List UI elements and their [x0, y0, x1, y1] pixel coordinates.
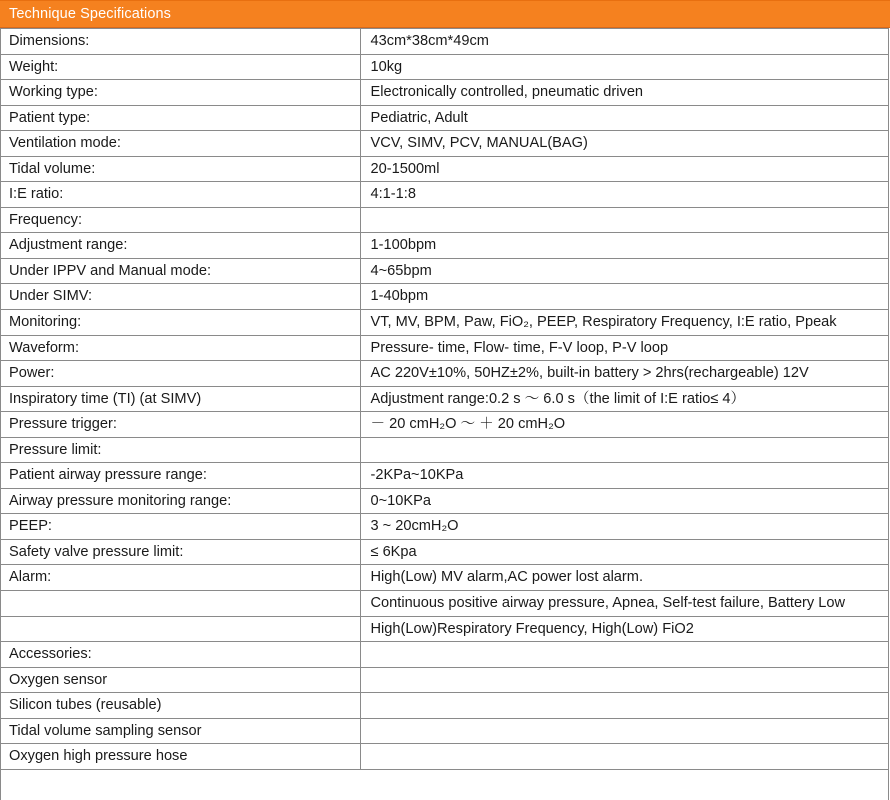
table-right-border — [888, 28, 889, 800]
spec-label — [0, 616, 360, 642]
table-row — [0, 156, 888, 182]
spec-label: Patient airway pressure range: — [0, 463, 360, 489]
spec-value — [360, 744, 888, 770]
table-row — [0, 693, 888, 719]
spec-value: 10kg — [360, 54, 888, 80]
spec-label: Weight: — [0, 54, 360, 80]
table-row — [0, 258, 888, 284]
spec-label: Frequency: — [0, 207, 360, 233]
table-row — [0, 182, 888, 208]
spec-value: Pediatric, Adult — [360, 105, 888, 131]
spec-value: 20-1500ml — [360, 156, 888, 182]
spec-value: 1-40bpm — [360, 284, 888, 310]
spec-label: Under IPPV and Manual mode: — [0, 258, 360, 284]
spec-value: Pressure- time, Flow- time, F-V loop, P-V loop — [360, 335, 888, 361]
spec-label: Pressure limit: — [0, 437, 360, 463]
table-row — [0, 361, 888, 387]
table-row — [0, 54, 888, 80]
table-row — [0, 207, 888, 233]
spec-label: Power: — [0, 361, 360, 387]
spec-label: Waveform: — [0, 335, 360, 361]
spec-header-title: Technique Specifications — [9, 6, 171, 22]
spec-value: ≤ 6Kpa — [360, 539, 888, 565]
spec-label: Oxygen sensor — [0, 667, 360, 693]
spec-label: Airway pressure monitoring range: — [0, 488, 360, 514]
spec-label: Pressure trigger: — [0, 412, 360, 438]
spec-label — [0, 591, 360, 617]
spec-value: 0~10KPa — [360, 488, 888, 514]
spec-value: Continuous positive airway pressure, Apnea, Self-test failure, Battery Low — [360, 591, 888, 617]
spec-value: Adjustment range:0.2 s ～ 6.0 s（the limit of I:E ratio≤ 4） — [360, 386, 888, 412]
spec-value: High(Low) MV alarm,AC power lost alarm. — [360, 565, 888, 591]
table-row — [0, 539, 888, 565]
spec-label: Dimensions: — [0, 29, 360, 55]
spec-table — [0, 28, 888, 770]
spec-label: Accessories: — [0, 642, 360, 668]
table-row — [0, 591, 888, 617]
table-row — [0, 463, 888, 489]
spec-value — [360, 718, 888, 744]
table-row — [0, 105, 888, 131]
spec-value: － 20 cmH₂O ～ ＋ 20 cmH₂O — [360, 412, 888, 438]
spec-value: 1-100bpm — [360, 233, 888, 259]
table-row — [0, 718, 888, 744]
spec-value: 43cm*38cm*49cm — [360, 29, 888, 55]
spec-value: VCV, SIMV, PCV, MANUAL(BAG) — [360, 131, 888, 157]
spec-label: Monitoring: — [0, 310, 360, 336]
table-row — [0, 642, 888, 668]
table-row — [0, 565, 888, 591]
spec-label: Tidal volume sampling sensor — [0, 718, 360, 744]
table-row — [0, 744, 888, 770]
table-row — [0, 29, 888, 55]
table-row — [0, 437, 888, 463]
table-row — [0, 310, 888, 336]
spec-label: Inspiratory time (TI) (at SIMV) — [0, 386, 360, 412]
spec-label: Alarm: — [0, 565, 360, 591]
spec-value: -2KPa~10KPa — [360, 463, 888, 489]
table-row — [0, 412, 888, 438]
spec-label: Under SIMV: — [0, 284, 360, 310]
spec-label: Adjustment range: — [0, 233, 360, 259]
table-left-border — [0, 28, 1, 800]
spec-label: PEEP: — [0, 514, 360, 540]
table-row — [0, 233, 888, 259]
spec-value — [360, 693, 888, 719]
spec-value: VT, MV, BPM, Paw, FiO₂, PEEP, Respiratory Frequency, I:E ratio, Ppeak — [360, 310, 888, 336]
table-row — [0, 488, 888, 514]
table-row — [0, 616, 888, 642]
spec-value: Electronically controlled, pneumatic driven — [360, 80, 888, 106]
table-row — [0, 284, 888, 310]
spec-table-body — [0, 29, 888, 770]
spec-label: Tidal volume: — [0, 156, 360, 182]
table-row — [0, 667, 888, 693]
spec-value — [360, 642, 888, 668]
spec-value: 3 ~ 20cmH₂O — [360, 514, 888, 540]
spec-label: Oxygen high pressure hose — [0, 744, 360, 770]
table-row — [0, 335, 888, 361]
table-row — [0, 80, 888, 106]
spec-label: Working type: — [0, 80, 360, 106]
spec-value — [360, 437, 888, 463]
table-row — [0, 131, 888, 157]
spec-label: Patient type: — [0, 105, 360, 131]
spec-value: 4~65bpm — [360, 258, 888, 284]
spec-label: Silicon tubes (reusable) — [0, 693, 360, 719]
spec-value: High(Low)Respiratory Frequency, High(Low) FiO2 — [360, 616, 888, 642]
spec-label: Ventilation mode: — [0, 131, 360, 157]
spec-value: 4:1-1:8 — [360, 182, 888, 208]
spec-value — [360, 207, 888, 233]
table-row — [0, 514, 888, 540]
spec-value — [360, 667, 888, 693]
spec-label: Safety valve pressure limit: — [0, 539, 360, 565]
table-row — [0, 386, 888, 412]
spec-label: I:E ratio: — [0, 182, 360, 208]
spec-header — [0, 0, 890, 28]
spec-value: AC 220V±10%, 50HZ±2%, built-in battery > 2hrs(rechargeable) 12V — [360, 361, 888, 387]
